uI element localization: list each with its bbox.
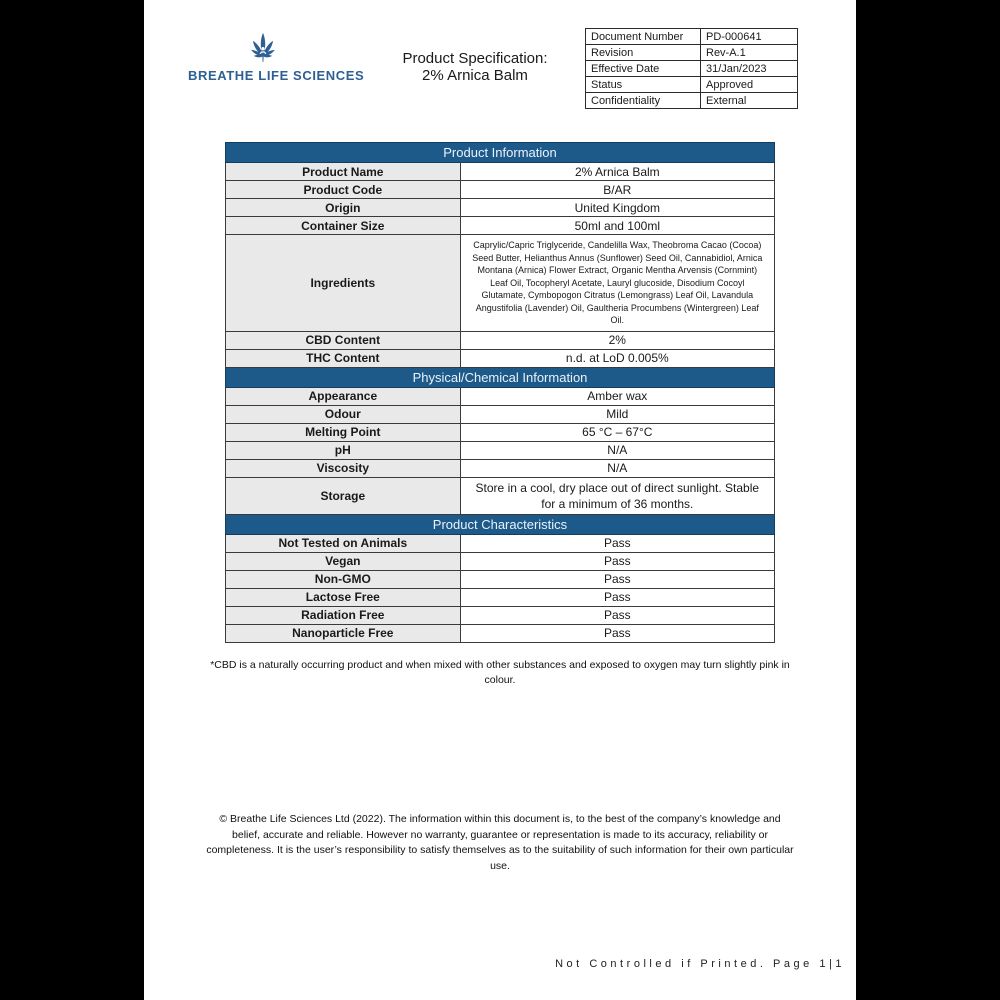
row-value: Pass [460,534,774,552]
row-value: Pass [460,588,774,606]
table-row [226,459,775,477]
row-label: Not Tested on Animals [226,534,461,552]
row-value: 50ml and 100ml [460,217,774,235]
row-value: Amber wax [460,387,774,405]
cbd-footnote: *CBD is a naturally occurring product and when mixed with other substances and exposed to oxygen may turn slightly pink in colour. [210,659,790,686]
row-label: Ingredients [226,235,461,332]
copyright-text: © Breathe Life Sciences Ltd (2022). The information within this document is, to the best of the company’s knowledge and belief, accurate and reliable. However no warranty, guarantee or representation is made to its accuracy, reliability or completeness. It is the user’s responsibility to satisfy themselves as to the suitability of such information for their own particular use. [206,813,794,872]
meta-value: External [701,93,798,109]
table-row [226,405,775,423]
row-value: Pass [460,606,774,624]
section-header-row [226,367,775,387]
row-label: Appearance [226,387,461,405]
row-value: Pass [460,624,774,642]
row-label: Container Size [226,217,461,235]
table-row [226,331,775,349]
section-header-product-characteristics: Product Characteristics [226,514,775,534]
meta-row-revision [586,45,798,61]
table-row [226,441,775,459]
company-logo [188,30,365,83]
meta-value: Rev-A.1 [701,45,798,61]
product-spec-table [225,142,775,643]
section-header-physical-chemical: Physical/Chemical Information [226,367,775,387]
row-label: Non-GMO [226,570,461,588]
table-row [226,534,775,552]
document-title [370,50,580,84]
table-row [226,163,775,181]
document-meta-table [585,28,798,109]
meta-value: 31/Jan/2023 [701,61,798,77]
meta-row-confidentiality [586,93,798,109]
row-value: B/AR [460,181,774,199]
table-row-storage [226,477,775,514]
table-row [226,552,775,570]
row-label: THC Content [226,349,461,367]
table-row [226,199,775,217]
table-row [226,387,775,405]
row-label: Lactose Free [226,588,461,606]
section-header-product-information: Product Information [226,143,775,163]
meta-row-status [586,77,798,93]
table-row [226,606,775,624]
meta-label: Confidentiality [586,93,701,109]
table-row [226,570,775,588]
meta-value: Approved [701,77,798,93]
row-label: Nanoparticle Free [226,624,461,642]
row-label: Melting Point [226,423,461,441]
row-value: Pass [460,552,774,570]
table-row [226,217,775,235]
meta-label: Effective Date [586,61,701,77]
row-label: CBD Content [226,331,461,349]
row-value: Pass [460,570,774,588]
meta-row-effective-date [586,61,798,77]
meta-label: Status [586,77,701,93]
cannabis-leaf-icon [242,30,284,64]
row-value: Store in a cool, dry place out of direct sunlight. Stable for a minimum of 36 months. [460,477,774,514]
table-row [226,349,775,367]
row-label: Viscosity [226,459,461,477]
row-value: 65 °C – 67°C [460,423,774,441]
row-value: N/A [460,441,774,459]
meta-value: PD-000641 [701,29,798,45]
section-header-row [226,514,775,534]
row-value: Caprylic/Capric Triglyceride, Candelilla Wax, Theobroma Cacao (Cocoa) Seed Butter, Helianthus Annus (Sunflower) Seed Oil, Cannabidiol, Arnica Montana (Arnica) Flower Extract, Organic Mentha Arvensis (Cornmint) Leaf Oil, Tocopheryl Acetate, Lauryl glucoside, Disodium Cocoyl Glutamate, Cymbopogon Citratus (Lemongrass) Leaf Oil, Lavandula Angustifolia (Lavender) Oil, Gaultheria Procumbens (Wintergreen) Leaf Oil. [460,235,774,332]
document-page [144,0,856,1000]
row-value: Mild [460,405,774,423]
row-label: Storage [226,477,461,514]
logo-text: BREATHE LIFE SCIENCES [188,68,365,83]
page-footer: Not Controlled if Printed. Page 1|1 [555,958,845,970]
row-label: Odour [226,405,461,423]
table-row-ingredients [226,235,775,332]
right-black-band [856,0,1000,1000]
row-value: United Kingdom [460,199,774,217]
document-title-line2: 2% Arnica Balm [422,67,528,84]
row-label: Vegan [226,552,461,570]
document-title-line1: Product Specification: [402,50,548,67]
row-value: N/A [460,459,774,477]
row-label: Product Name [226,163,461,181]
table-row [226,588,775,606]
row-value: 2% [460,331,774,349]
row-label: pH [226,441,461,459]
row-label: Product Code [226,181,461,199]
meta-row-document-number [586,29,798,45]
left-black-band [0,0,144,1000]
row-label: Origin [226,199,461,217]
table-row [226,624,775,642]
row-value: 2% Arnica Balm [460,163,774,181]
row-value: n.d. at LoD 0.005% [460,349,774,367]
table-row [226,181,775,199]
meta-label: Revision [586,45,701,61]
table-row [226,423,775,441]
row-label: Radiation Free [226,606,461,624]
meta-label: Document Number [586,29,701,45]
section-header-row [226,143,775,163]
